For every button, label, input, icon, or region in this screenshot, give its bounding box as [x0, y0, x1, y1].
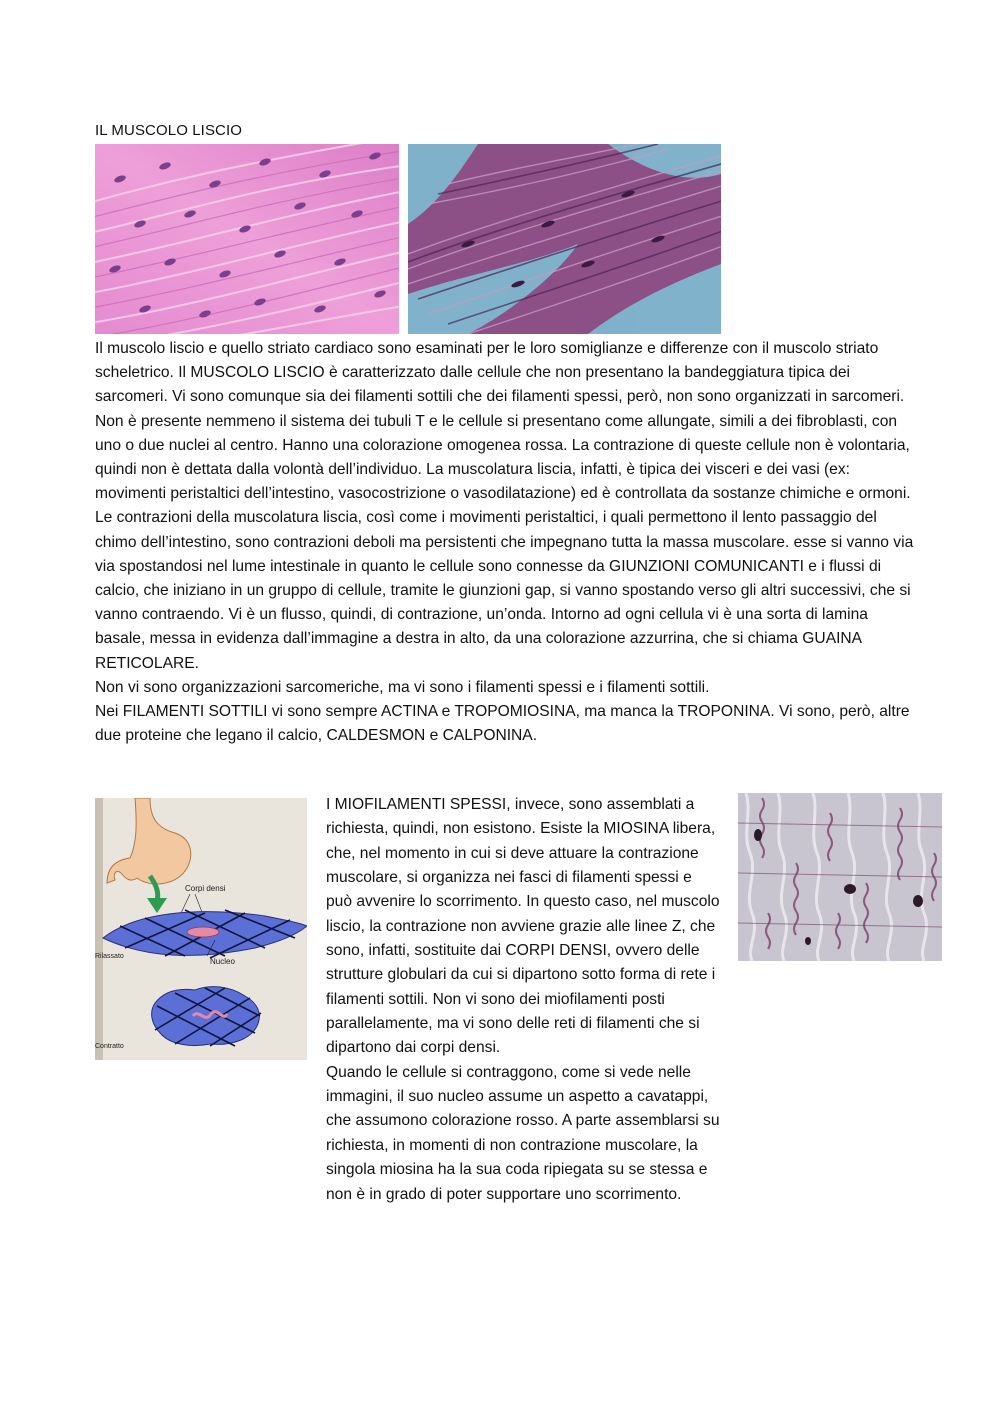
paragraph-thin-filaments: Nei FILAMENTI SOTTILI vi sono sempre ACTINA e TROPOMIOSINA, ma manca la TROPONINA. Vi sono, però, altre due proteine che legano il calcio, CALDESMON e CALPONINA. — [95, 703, 910, 745]
page-title: IL MUSCOLO LISCIO — [95, 122, 243, 139]
paragraph-sarcomeric: Non vi sono organizzazioni sarcomeriche, ma vi sono i filamenti spessi e i filamenti sottili. — [95, 678, 710, 696]
paragraph-intro: Il muscolo liscio e quello striato cardiaco sono esaminati per le loro somiglianze e differenze con il muscolo striato scheletrico. Il MUSCOLO LISCIO è caratterizzato dalle cellule che non presentano la bandeggiatura tipica dei sarcomeri. Vi sono comunque sia dei filamenti sottili che dei filamenti spessi, però, non sono organizzati in sarcomeri. Non è presente nemmeno il sistema dei tubuli T e le cellule si presentano come allungate, simili a dei fibroblasti, con uno o due nuclei al centro. Hanno una colorazione omogenea rossa. La contrazione di queste cellule non è volontaria, quindi non è dettata dalla volontà dell’individuo. La muscolatura liscia, infatti, è tipica dei visceri e dei vasi (ex: movimenti peristaltici dell’intestino, vasocostrizione o vasodilatazione) ed è controllata da sostanze chimiche e ormoni. Le contrazioni della muscolatura liscia, così come i movimenti peristaltici, i quali permettono il lento passaggio del chimo dell’intestino, sono contrazioni deboli ma persistenti che impegnano tutta la massa muscolare. esse si vanno via via spostandosi nel lume intestinale in quanto le cellule sono connesse da GIUNZIONI COMUNICANTI e i flussi di calcio, che iniziano in un gruppo di cellule, tramite le giunzioni gap, si vanno spostando verso gli altri successivi, che si vanno contraendo. Vi è un flusso, quindi, di contrazione, un’onda. Intorno ad ogni cellula vi è una sorta di lamina basale, messa in evidenza dall’immagine a destra in alto, da una colorazione azzurrina, che si chiama GUAINA RETICOLARE. — [95, 340, 914, 672]
paragraph-thick-filaments: I MIOFILAMENTI SPESSI, invece, sono assemblati a richiesta, quindi, non esistono. Esiste la MIOSINA libera, che, nel momento in cui si deve attuare la contrazione muscolare, si organizza nei fasci di filamenti spessi e può avvenire lo scorrimento. In questo caso, nel muscolo liscio, la contrazione non avviene grazie alle linee Z, che sono, infatti, sostituite dai CORPI DENSI, ovvero delle strutture globulari da cui si dipartono sotto forma di rete i filamenti sottili. Non vi sono dei miofilamenti posti parallelamente, ma vi sono delle reti di filamenti che si dipartono dai corpi densi. — [326, 796, 720, 1057]
side-text-block — [326, 793, 721, 1207]
main-text-block — [95, 337, 915, 748]
label-corpi-densi: Corpi densi — [185, 884, 226, 893]
contracted-muscle-micrograph — [738, 793, 942, 961]
smooth-muscle-he-micrograph — [95, 144, 399, 334]
label-rilassato: Rilassato — [95, 953, 124, 960]
smooth-muscle-contraction-diagram — [95, 798, 307, 1060]
label-contratto: Contratto — [95, 1043, 124, 1050]
contracted-cell — [152, 987, 261, 1046]
smooth-muscle-trichrome-micrograph — [408, 144, 721, 334]
label-nucleo: Nucleo — [210, 957, 235, 966]
paragraph-contraction: Quando le cellule si contraggono, come si vede nelle immagini, il suo nucleo assume un aspetto a cavatappi, che assumono colorazione rosso. A parte assemblarsi su richiesta, in momenti di non contrazione muscolare, la singola miosina ha la sua coda ripiegata su se stessa e non è in grado di poter supportare uno scorrimento. — [326, 1063, 720, 1203]
